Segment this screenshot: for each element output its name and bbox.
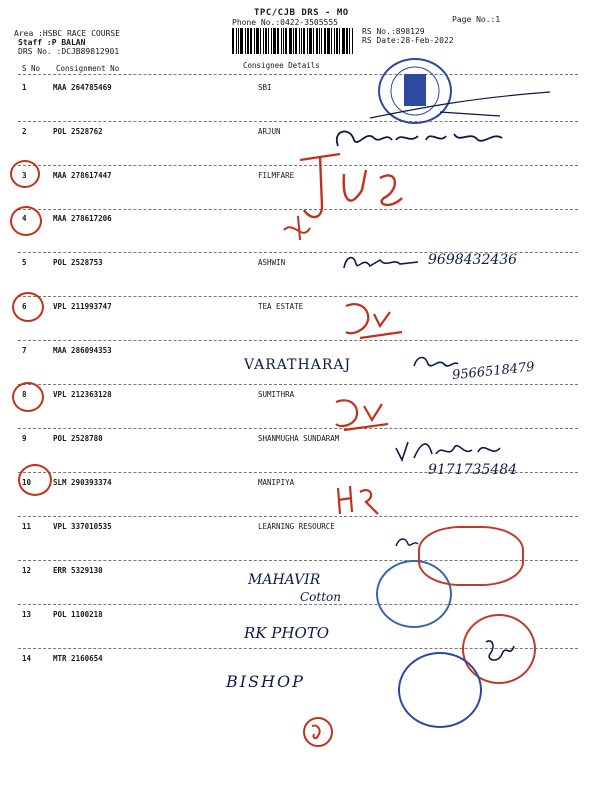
row-consignment-no: MAA 278617447 bbox=[53, 171, 112, 180]
row-sno: 10 bbox=[22, 478, 32, 487]
phone-row9: 9171735484 bbox=[428, 462, 518, 478]
name-row12-line1: MAHAVIR bbox=[248, 572, 321, 588]
barcode-bar bbox=[268, 28, 269, 54]
blue-round-stamp bbox=[398, 652, 482, 728]
name-row13: RK PHOTO bbox=[244, 624, 330, 642]
barcode-bar bbox=[349, 28, 350, 54]
barcode-bar bbox=[232, 28, 234, 54]
rs-date: RS Date:28-Feb-2022 bbox=[362, 36, 454, 45]
barcode-bar bbox=[342, 28, 345, 54]
phone-number: Phone No.:0422-3505555 bbox=[232, 18, 338, 27]
row-sno: 12 bbox=[22, 566, 32, 575]
barcode bbox=[232, 28, 356, 54]
barcode-bar bbox=[303, 28, 305, 54]
barcode-bar bbox=[301, 28, 302, 54]
row-consignment-no: POL 2528780 bbox=[53, 434, 103, 443]
header-divider bbox=[18, 74, 578, 75]
barcode-bar bbox=[316, 28, 318, 54]
row-consignment-no: MTR 2160654 bbox=[53, 654, 103, 663]
barcode-bar bbox=[256, 28, 259, 54]
barcode-bar bbox=[289, 28, 292, 54]
barcode-bar bbox=[331, 28, 332, 54]
row-consignee: FILMFARE bbox=[258, 171, 295, 180]
row-sno: 8 bbox=[22, 390, 27, 399]
row-divider bbox=[18, 296, 578, 297]
row-sno: 4 bbox=[22, 214, 27, 223]
red-circle-row8 bbox=[12, 382, 44, 412]
rs-number: RS No.:898129 bbox=[362, 27, 425, 36]
barcode-bar bbox=[336, 28, 338, 54]
red-circle-row10 bbox=[18, 464, 52, 496]
row-consignment-no: VPL 212363128 bbox=[53, 390, 112, 399]
row-divider bbox=[18, 340, 578, 341]
barcode-bar bbox=[313, 28, 314, 54]
red-circle-row4 bbox=[10, 206, 42, 236]
row-consignment-no: POL 1100218 bbox=[53, 610, 103, 619]
col-consignment: Consignment No bbox=[56, 64, 120, 73]
barcode-bar bbox=[285, 28, 287, 54]
row-consignment-no: POL 2528753 bbox=[53, 258, 103, 267]
stamp-initial-mark bbox=[480, 634, 520, 670]
red-mark-bottom bbox=[300, 712, 340, 752]
barcode-bar bbox=[265, 28, 267, 54]
row-sno: 3 bbox=[22, 171, 27, 180]
barcode-bar bbox=[327, 28, 330, 54]
red-oval-stamp bbox=[418, 526, 524, 586]
barcode-bar bbox=[247, 28, 249, 54]
barcode-bar bbox=[260, 28, 261, 54]
row-sno: 11 bbox=[22, 522, 32, 531]
row-sno: 5 bbox=[22, 258, 27, 267]
barcode-bar bbox=[293, 28, 294, 54]
red-circle-row3 bbox=[10, 160, 40, 188]
phone-row5: 9698432436 bbox=[428, 252, 518, 268]
name-row7: VARATHARAJ bbox=[244, 357, 352, 373]
row-consignment-no: SLM 290393374 bbox=[53, 478, 112, 487]
barcode-bar bbox=[236, 28, 237, 54]
row-consignment-no: POL 2528762 bbox=[53, 127, 103, 136]
row-divider bbox=[18, 384, 578, 385]
barcode-bar bbox=[307, 28, 308, 54]
row-consignment-no: MAA 286094353 bbox=[53, 346, 112, 355]
row-sno: 1 bbox=[22, 83, 27, 92]
row-divider bbox=[18, 428, 578, 429]
signature-row5-mark bbox=[340, 250, 420, 272]
barcode-bar bbox=[295, 28, 297, 54]
barcode-bar bbox=[319, 28, 320, 54]
barcode-bar bbox=[309, 28, 312, 54]
row-consignment-no: ERR 5329130 bbox=[53, 566, 103, 575]
row-sno: 9 bbox=[22, 434, 27, 443]
row-consignment-no: MAA 278617206 bbox=[53, 214, 112, 223]
barcode-bar bbox=[281, 28, 282, 54]
red-circle-row6 bbox=[12, 292, 44, 322]
barcode-bar bbox=[238, 28, 239, 54]
row-consignment-no: MAA 264785469 bbox=[53, 83, 112, 92]
red-signature-row10 bbox=[330, 480, 390, 520]
name-row14: BISHOP bbox=[226, 672, 305, 691]
row-consignee: MANIPIYA bbox=[258, 478, 295, 487]
row-sno: 13 bbox=[22, 610, 32, 619]
document-title: TPC/CJB DRS - MO bbox=[254, 8, 349, 18]
staff-field: Staff :P BALAN bbox=[18, 38, 86, 47]
col-sno: S No bbox=[22, 64, 41, 73]
row-consignee: ARJUN bbox=[258, 127, 281, 136]
barcode-bar bbox=[321, 28, 322, 54]
row-consignee: SHANMUGHA SUNDARAM bbox=[258, 434, 340, 443]
col-consignee: Consignee Details bbox=[243, 61, 320, 70]
barcode-bar bbox=[346, 28, 348, 54]
page-number: Page No.:1 bbox=[452, 15, 501, 24]
row-consignee: SUMITHRA bbox=[258, 390, 295, 399]
barcode-bar bbox=[263, 28, 264, 54]
barcode-bar bbox=[277, 28, 279, 54]
barcode-bar bbox=[334, 28, 335, 54]
row-consignee: ASHWIN bbox=[258, 258, 286, 267]
area-field: Area :HSBC RACE COURSE bbox=[14, 29, 120, 38]
row-divider bbox=[18, 516, 578, 517]
row-consignee: SBI bbox=[258, 83, 272, 92]
barcode-bar bbox=[271, 28, 272, 54]
barcode-bar bbox=[324, 28, 326, 54]
row-divider bbox=[18, 604, 578, 605]
red-signature-row3 bbox=[280, 150, 480, 250]
row-sno: 7 bbox=[22, 346, 27, 355]
red-signature-row8 bbox=[330, 394, 400, 434]
barcode-bar bbox=[250, 28, 252, 54]
row-consignment-no: VPL 337010535 bbox=[53, 522, 112, 531]
phone-row7: 9566518479 bbox=[451, 359, 536, 384]
barcode-bar bbox=[240, 28, 243, 54]
barcode-bar bbox=[299, 28, 300, 54]
row-consignee: TEA ESTATE bbox=[258, 302, 304, 311]
row-sno: 6 bbox=[22, 302, 27, 311]
barcode-bar bbox=[283, 28, 284, 54]
barcode-bar bbox=[245, 28, 246, 54]
row-consignee: LEARNING RESOURCE bbox=[258, 522, 335, 531]
barcode-bar bbox=[254, 28, 255, 54]
stamp-signature-stroke bbox=[360, 88, 560, 138]
small-signature-row12 bbox=[392, 532, 422, 552]
row-sno: 2 bbox=[22, 127, 27, 136]
barcode-bar bbox=[339, 28, 340, 54]
row-consignment-no: VPL 211993747 bbox=[53, 302, 112, 311]
name-row12-line2: Cotton bbox=[300, 590, 342, 604]
row-sno: 14 bbox=[22, 654, 32, 663]
red-signature-row6 bbox=[340, 296, 410, 346]
signature-row5 bbox=[340, 250, 420, 276]
drs-number: DRS No. :DCJB89812901 bbox=[18, 47, 120, 56]
barcode-bar bbox=[273, 28, 276, 54]
barcode-bar bbox=[352, 28, 353, 54]
